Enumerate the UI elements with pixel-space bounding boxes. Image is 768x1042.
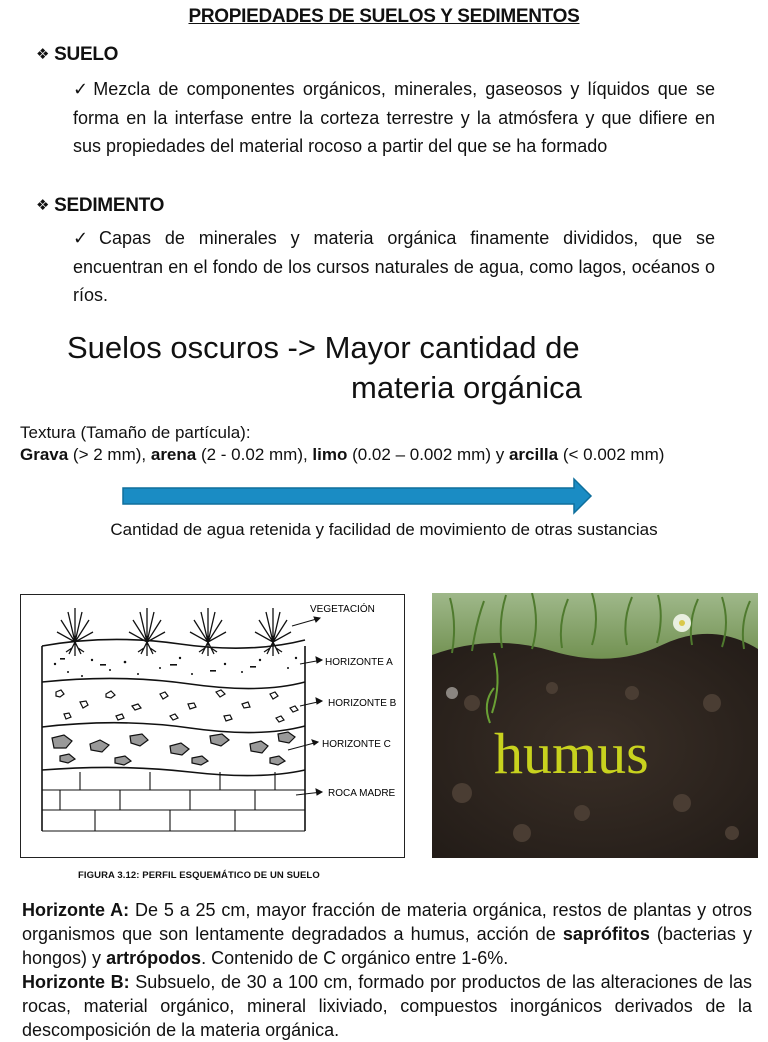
suelo-heading-text: SUELO xyxy=(54,44,119,65)
soil-profile-figure xyxy=(20,594,405,858)
horizonte-b-label: Horizonte B: xyxy=(22,972,130,992)
horizonte-b-text: Subsuelo, de 30 a 100 cm, formado por productos de las alteraciones de las rocas, material orgánico, mineral lixiviado, compuestos inorgánicos derivados de la descomposición de la materia orgánica. xyxy=(22,972,752,1040)
label-roca-madre: ROCA MADRE xyxy=(328,788,396,799)
saprofitos-term: saprófitos xyxy=(562,924,650,944)
label-horizonte-c: HORIZONTE C xyxy=(322,739,391,750)
dark-soils-line1: Suelos oscuros -> Mayor cantidad de xyxy=(67,330,580,365)
diamond-bullet-icon: ❖ xyxy=(36,197,50,214)
suelo-definition-text: Mezcla de componentes orgánicos, minerales, gaseosos y líquidos que se forma en la interfase entre la corteza terrestre y la atmósfera y que difiere en sus propiedades del material rocoso a partir del que se ha formado xyxy=(73,79,715,156)
limo-term: limo xyxy=(312,445,348,464)
sedimento-heading xyxy=(36,195,164,217)
humus-label: humus xyxy=(494,721,649,786)
figure-caption: FIGURA 3.12: PERFIL ESQUEMÁTICO DE UN SUELO xyxy=(78,870,320,881)
label-vegetacion: VEGETACIÓN xyxy=(310,604,375,615)
suelo-heading xyxy=(36,44,118,66)
label-horizonte-b: HORIZONTE B xyxy=(328,698,397,709)
arcilla-term: arcilla xyxy=(508,445,559,464)
grava-range: (> 2 mm), xyxy=(68,445,151,464)
arena-range: (2 - 0.02 mm), xyxy=(196,445,313,464)
horizons-description xyxy=(22,898,752,1042)
arrow-caption: Cantidad de agua retenida y facilidad de movimiento de otras sustancias xyxy=(110,520,658,539)
limo-range: (0.02 – 0.002 mm) y xyxy=(347,445,509,464)
artropodos-term: artrópodos xyxy=(106,948,202,968)
horizonte-a-text: . Contenido de C orgánico entre 1-6%. xyxy=(201,948,509,968)
texture-intro: Textura (Tamaño de partícula): xyxy=(20,423,251,442)
texture-classes xyxy=(20,444,760,466)
sedimento-heading-text: SEDIMENTO xyxy=(54,195,165,216)
horizonte-a-label: Horizonte A: xyxy=(22,900,130,920)
checkmark-icon: ✓ xyxy=(73,228,97,248)
grava-term: Grava xyxy=(20,445,69,464)
suelo-definition xyxy=(73,75,715,161)
sedimento-definition xyxy=(73,224,715,310)
dark-soils-line2: materia orgánica xyxy=(351,370,582,405)
page-title: PROPIEDADES DE SUELOS Y SEDIMENTOS xyxy=(188,6,580,27)
horizonte-a-paragraph xyxy=(22,898,752,970)
horizonte-b-paragraph xyxy=(22,970,752,1042)
diamond-bullet-icon: ❖ xyxy=(36,46,50,63)
checkmark-icon: ✓ xyxy=(73,79,92,99)
humus-photo xyxy=(432,593,758,858)
horizonte-a-text: (bacterias y hongos) y xyxy=(22,924,752,968)
arcilla-range: (< 0.002 mm) xyxy=(558,445,665,464)
horizonte-a-text: De 5 a 25 cm, mayor fracción de materia orgánica, restos de plantas y otros organismos que son lentamente degradados a humus, acción de xyxy=(22,900,752,944)
arena-term: arena xyxy=(150,445,197,464)
sedimento-definition-text: Capas de minerales y materia orgánica finamente divididos, que se encuentran en el fondo de los cursos naturales de agua, como lagos, océanos o ríos. xyxy=(73,228,715,305)
texture-block xyxy=(20,422,760,466)
gradient-arrow xyxy=(120,476,595,516)
label-horizonte-a: HORIZONTE A xyxy=(325,657,393,668)
